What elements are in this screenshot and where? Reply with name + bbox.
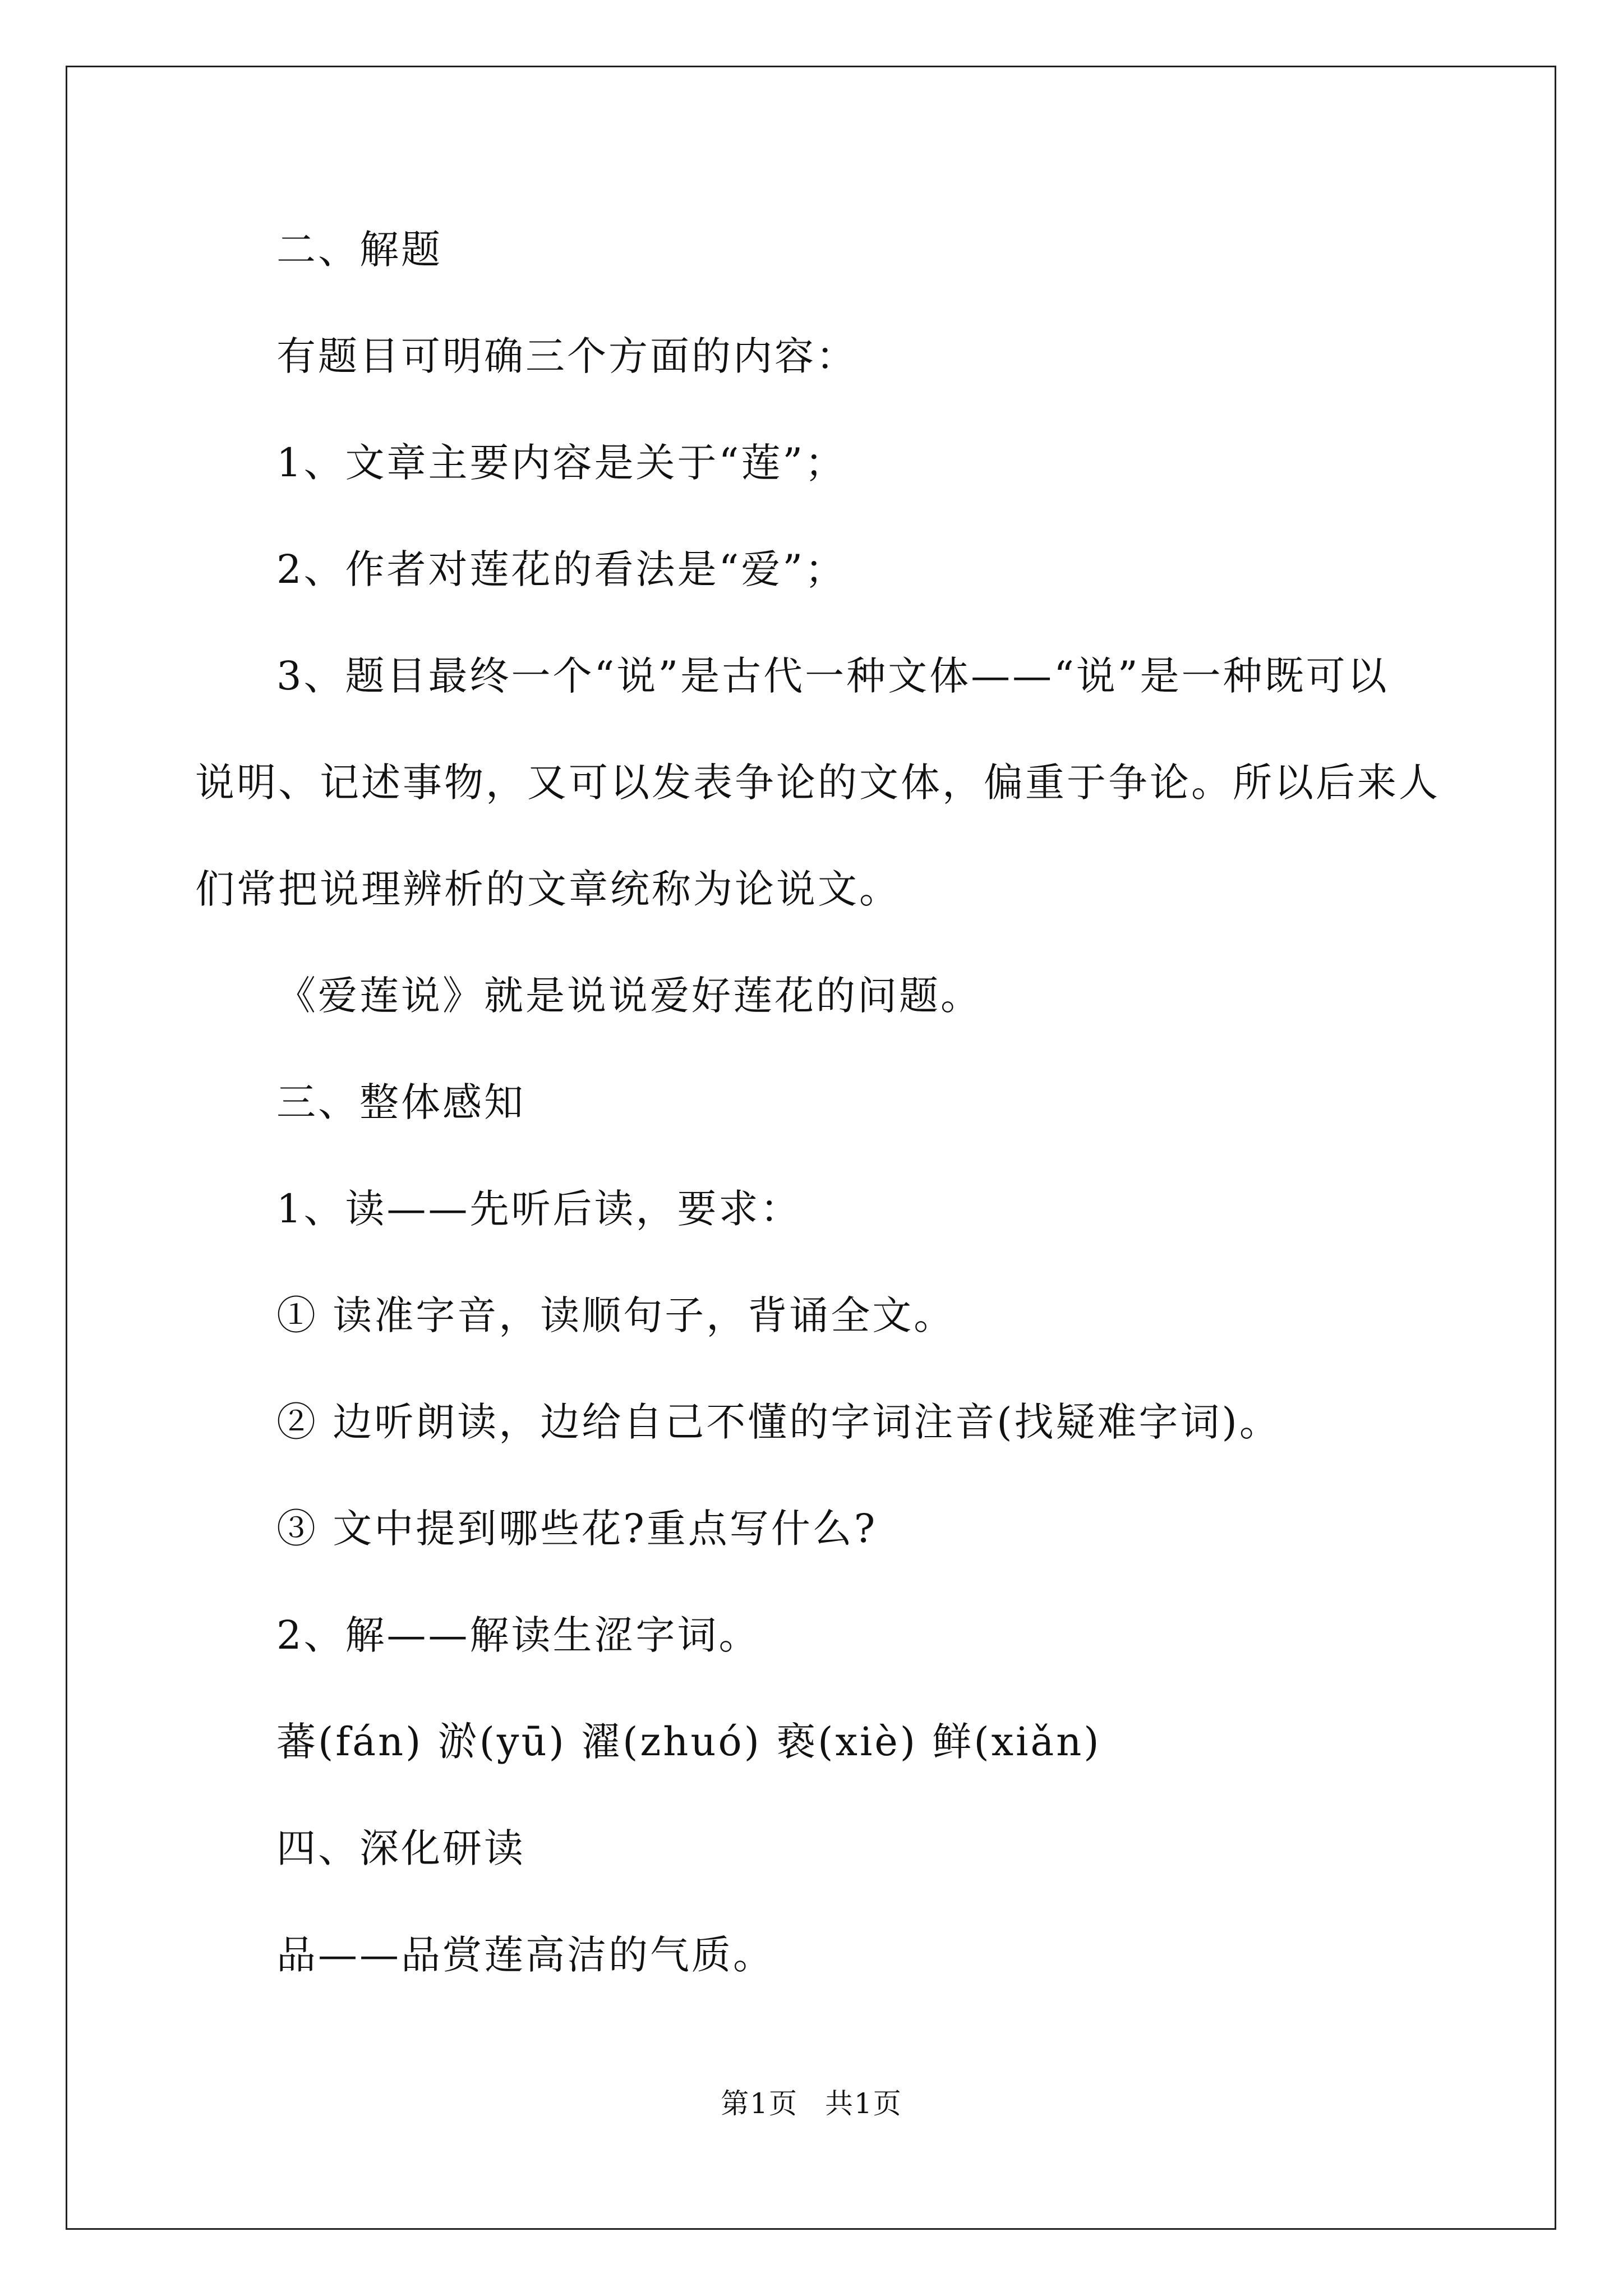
pronunciation-list: 蕃(fán) 淤(yū) 濯(zhuó) 亵(xiè) 鲜(xiǎn): [276, 1719, 1101, 1765]
heading-jieti: 二、解题: [276, 227, 442, 273]
paragraph-intro: 有题目可明确三个方面的内容：: [276, 333, 857, 379]
paragraph-pin: 品——品赏莲高洁的气质。: [276, 1932, 774, 1978]
list-item-3-line-2: 说明、记述事物，又可以发表争论的文体，偏重于争论。所以后来人: [195, 760, 1440, 806]
page-total: 共1页: [825, 2087, 902, 2120]
paragraph-ailianshuo: 《爱莲说》就是说说爱好莲花的问题。: [276, 973, 982, 1019]
list-item-3-line-1: 3、题目最终一个“说”是古代一种文体——“说”是一种既可以: [276, 653, 1389, 699]
page-border: [66, 66, 1556, 2230]
list-item-3-line-3: 们常把说理辨析的文章统称为论说文。: [195, 866, 901, 912]
heading-shenhua-yandu: 四、深化研读: [276, 1825, 525, 1871]
step-read: 1、读——先听后读，要求：: [276, 1186, 802, 1232]
requirement-1: ① 读准字音，读顺句子，背诵全文。: [276, 1292, 956, 1338]
requirement-3: ③ 文中提到哪些花?重点写什么?: [276, 1506, 878, 1552]
requirement-2: ② 边听朗读，边给自己不懂的字词注音(找疑难字词)。: [276, 1399, 1281, 1445]
list-item-1: 1、文章主要内容是关于“莲”；: [276, 440, 847, 486]
heading-zhengti-ganzhi: 三、整体感知: [276, 1079, 525, 1125]
list-item-2: 2、作者对莲花的看法是“爱”；: [276, 546, 847, 592]
step-explain: 2、解——解读生涩字词。: [276, 1612, 760, 1658]
page-number: 第1页: [721, 2087, 798, 2120]
page-footer: [0, 2087, 1623, 2120]
